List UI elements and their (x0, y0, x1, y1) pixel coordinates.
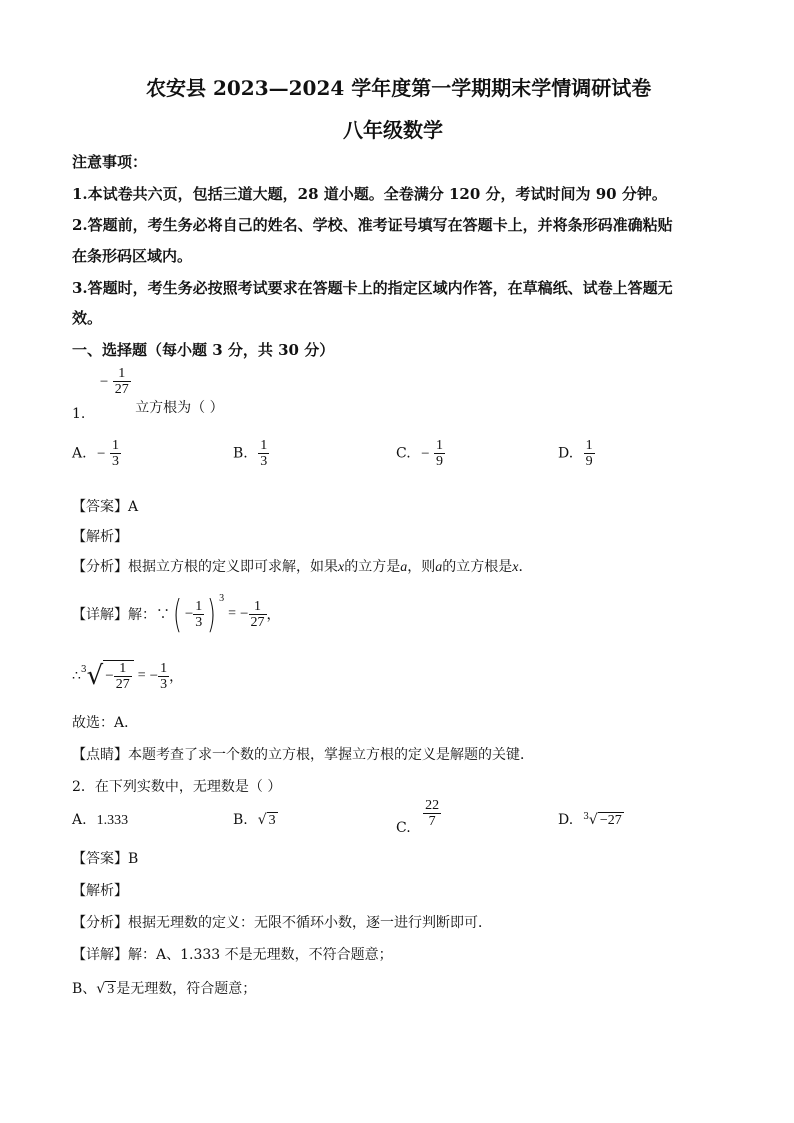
q1-root-result-fraction (158, 661, 169, 692)
q2-fenxi-tag: 【分析】 (72, 915, 128, 931)
q2-option-b-label: B. (233, 812, 248, 828)
q1-fenxi-text-c: ，则 (407, 559, 436, 575)
q1-answer-value: A (128, 499, 139, 515)
right-paren: ) (207, 592, 217, 636)
q2-option-a-value: 1.333 (96, 813, 129, 828)
q2-stem: 2．在下列实数中，无理数是（ ） (72, 779, 282, 795)
exam-subtitle: 八年级数学 (343, 118, 443, 142)
radical-sign-icon: √ (96, 981, 106, 997)
q1-root-result-num: 1 (160, 660, 168, 676)
radical-sign-icon: √ (86, 661, 104, 691)
exam-title: 农安县 2023—2024 学年度第一学期期末学情调研试卷 (146, 76, 652, 100)
q1-option-d (558, 438, 595, 469)
q1-root-index: 3 (80, 665, 87, 675)
q1-fenxi-text-e: ． (518, 559, 533, 575)
notice-item-2-line-1: 2.答题前，考生务必将自己的姓名、学校、准考证号填写在答题卡上，并将条形码准确粘贴 (72, 216, 673, 234)
q1-option-a-den: 3 (111, 454, 119, 469)
therefore-symbol: ∴ (72, 668, 81, 684)
notice-item-3-line-2: 效。 (72, 309, 103, 327)
radical-sign-icon: √ (588, 812, 598, 828)
q1-fenxi-x2: x (512, 560, 519, 575)
q1-stem-denominator: 27 (114, 382, 129, 397)
q1-option-b (233, 438, 269, 469)
q1-therefore-line (72, 656, 183, 696)
q2-detail (72, 944, 393, 964)
q1-analysis-tag: 【解析】 (72, 529, 128, 545)
q2-option-c-fraction (423, 798, 441, 829)
q1-answer (72, 496, 138, 516)
q1-option-b-num: 1 (260, 438, 268, 453)
q2-detail-tag: 【详解】 (72, 947, 128, 963)
q2-detail-text: 解：A、1.333 不是无理数，不符合题意； (128, 947, 393, 963)
radical-sign-icon: √ (257, 812, 267, 828)
q1-stem-text: 立方根为（ ） (135, 399, 224, 416)
q1-option-d-num: 1 (585, 438, 593, 453)
q1-dianjing-tag: 【点睛】 (72, 747, 128, 763)
q2-option-c (396, 798, 441, 836)
q1-fenxi-text-a: 根据立方根的定义即可求解，如果 (128, 559, 338, 575)
q1-fenxi-x1: x (338, 560, 345, 575)
q1-option-b-den: 3 (260, 454, 268, 469)
q2-line-b-text: 是无理数，符合题意； (116, 981, 257, 997)
q1-fenxi (72, 556, 532, 576)
q2-fenxi-text: 根据无理数的定义：无限不循环小数，逐一进行判断即可． (128, 915, 492, 931)
q1-root-result-den: 3 (160, 676, 168, 692)
q1-option-a-num: 1 (111, 438, 119, 453)
q2-line-b-radicand: 3 (107, 982, 115, 997)
q1-stem (72, 366, 224, 422)
q1-detail (72, 592, 281, 636)
notice-heading: 注意事项： (72, 153, 148, 171)
notice-item-1: 1.本试卷共六页，包括三道大题，28 道小题。全卷满分 120 分，考试时间为 90 分钟。 (72, 185, 667, 203)
q2-line-b (72, 978, 256, 998)
q1-answer-tag: 【答案】 (72, 499, 128, 515)
q2-line-b-prefix: B、 (72, 981, 97, 997)
q1-detail-inner-fraction (193, 599, 204, 630)
q2-option-d-index: 3 (583, 812, 589, 822)
q1-radicand-num: 1 (119, 661, 127, 676)
q1-option-c-label: C. (396, 445, 411, 462)
notice-item-2-line-2: 在条形码区域内。 (72, 247, 193, 265)
q1-option-c-minus: − (421, 445, 430, 462)
q1-detail-result-minus: − (240, 605, 249, 622)
q1-stem-numerator: 1 (118, 366, 126, 381)
q1-detail-result-den: 27 (250, 614, 265, 630)
q2-option-b-radicand: 3 (268, 813, 276, 828)
q2-answer-value: B (128, 851, 139, 867)
q1-option-d-den: 9 (585, 454, 593, 469)
q1-detail-inner-num: 1 (195, 598, 203, 614)
q2-option-c-label: C. (396, 819, 411, 836)
q1-option-c-fraction (434, 438, 445, 469)
q1-radicand-fraction (114, 661, 132, 692)
q1-radicand-den: 27 (115, 677, 130, 692)
q1-detail-result-num: 1 (254, 598, 261, 614)
q1-option-b-label: B. (233, 445, 248, 462)
q1-stem-minus: − (99, 373, 109, 390)
q1-option-b-fraction (258, 438, 269, 469)
q1-radicand (103, 660, 133, 692)
q1-fenxi-a1: a (400, 560, 408, 575)
q1-option-a-label: A. (72, 445, 87, 462)
q1-fenxi-tag: 【分析】 (72, 559, 128, 575)
q2-answer-tag: 【答案】 (72, 851, 128, 867)
q1-detail-result-fraction (249, 599, 267, 630)
q1-option-d-label: D. (558, 445, 574, 462)
q2-option-a-label: A. (72, 812, 87, 828)
q1-option-c (396, 438, 445, 469)
q1-choose: 故选：A． (72, 715, 139, 731)
q1-detail-tag: 【详解】 (72, 607, 128, 623)
q2-option-c-num: 22 (425, 798, 440, 813)
q1-option-c-den: 9 (436, 454, 444, 469)
q2-option-c-den: 7 (423, 813, 441, 829)
q1-option-a-minus: − (97, 445, 106, 462)
section-1-heading: 一、选择题（每小题 3 分，共 30 分） (72, 341, 335, 359)
q2-option-d (558, 812, 624, 829)
q1-fenxi-text-b: 的立方是 (344, 559, 401, 575)
q1-fenxi-a2: a (435, 560, 443, 575)
q2-option-d-label: D. (558, 812, 574, 828)
q1-root-equals: = (137, 668, 146, 683)
q1-radicand-minus: − (105, 668, 114, 684)
q1-option-d-fraction (584, 438, 595, 469)
q1-option-a (72, 438, 121, 469)
q2-analysis-tag: 【解析】 (72, 883, 128, 899)
q2-option-a (72, 812, 128, 829)
q1-detail-inner-den: 3 (195, 614, 203, 630)
q1-number: 1. (72, 405, 86, 422)
q2-option-d-radicand: −27 (599, 813, 622, 828)
q1-fenxi-text-d: 的立方根是 (442, 559, 513, 575)
q1-stem-fraction (113, 366, 131, 397)
q1-option-c-num: 1 (436, 438, 444, 453)
q1-detail-equals: = (228, 606, 237, 621)
q1-dianjing-text: 本题考查了求一个数的立方根，掌握立方根的定义是解题的关键． (128, 747, 534, 763)
q1-option-a-fraction (110, 438, 121, 469)
left-paren: ( (172, 592, 182, 636)
q1-detail-exponent: 3 (219, 592, 225, 604)
q1-detail-inner-minus: − (184, 605, 194, 622)
q2-fenxi (72, 912, 492, 932)
q1-root-comma: ， (169, 669, 184, 685)
q1-detail-comma: ， (266, 607, 281, 623)
q2-answer (72, 848, 138, 868)
q2-option-b (233, 812, 278, 829)
notice-item-3-line-1: 3.答题时，考生务必按照考试要求在答题卡上的指定区域内作答，在草稿纸、试卷上答题无 (72, 279, 673, 297)
q1-dianjing (72, 744, 534, 764)
q1-root-result-minus: − (149, 667, 159, 684)
q1-detail-text: 解：∵ (128, 607, 170, 623)
